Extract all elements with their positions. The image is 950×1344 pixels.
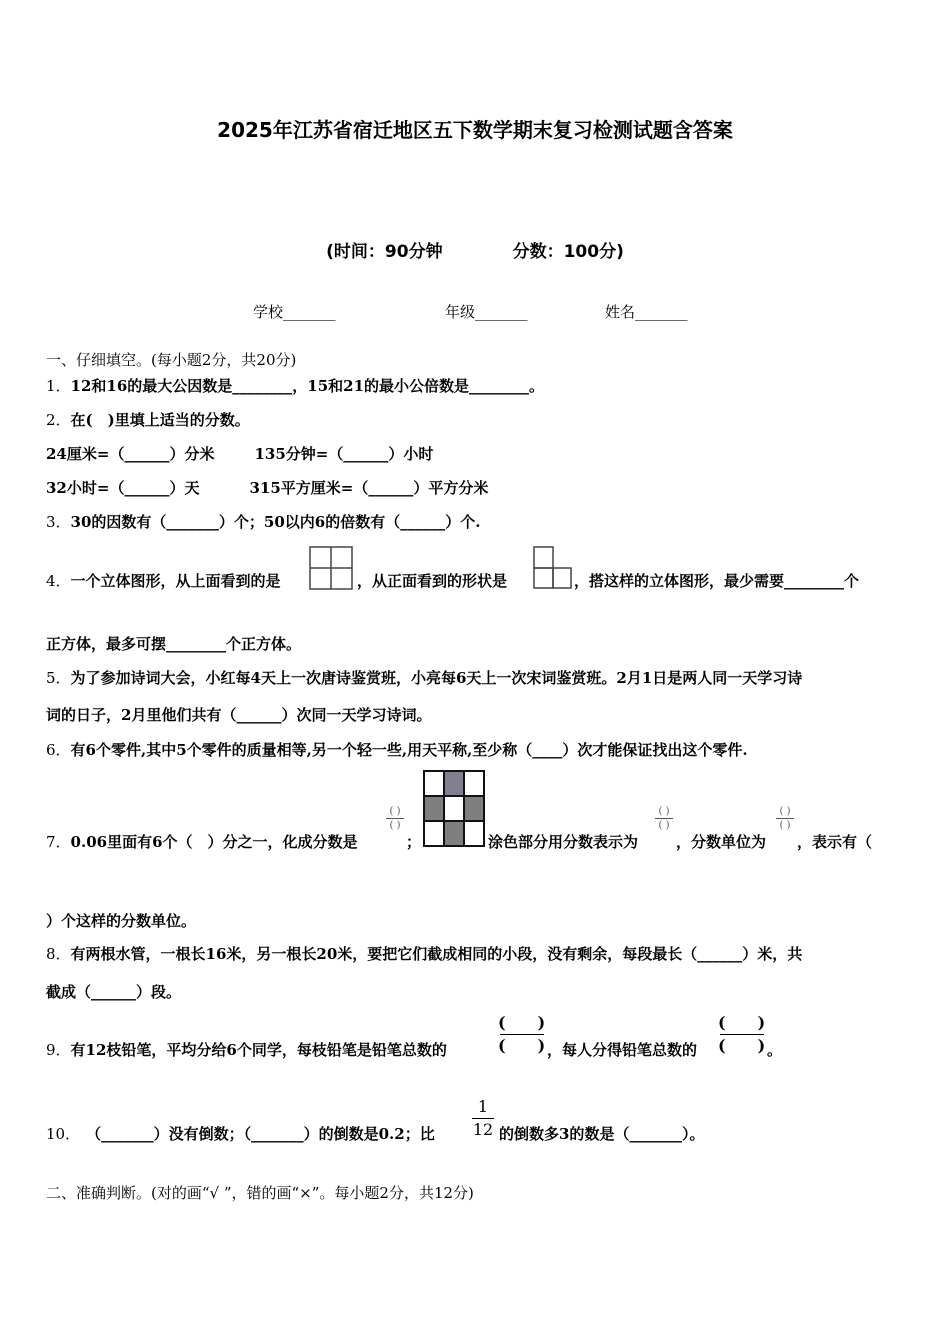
q10-number: 10． — [46, 1125, 81, 1143]
front-view-figure — [533, 546, 573, 590]
q7-frac1-den: ( ) — [389, 820, 401, 831]
q8-number: 8． — [46, 945, 71, 963]
q9-frac1-num: ( ) — [498, 1013, 546, 1032]
question-4 — [46, 571, 281, 591]
exam-title: 2025年江苏省宿迁地区五下数学期末复习检测试题含答案 — [217, 118, 733, 142]
q1-number: 1． — [46, 377, 71, 395]
q2-text: 在( )里填上适当的分数。 — [70, 411, 250, 429]
q7-frac1-num: ( ) — [389, 806, 401, 817]
q10-text-b: 的倒数多3的数是（_______）。 — [499, 1125, 705, 1143]
question-6 — [46, 740, 748, 760]
q9-text-a: 有12枝铅笔，平均分给6个同学，每枝铅笔是铅笔总数的 — [70, 1041, 447, 1059]
time-label: (时间：90分钟 — [326, 242, 443, 262]
q9-number: 9． — [46, 1041, 71, 1059]
q10-fraction — [472, 1096, 494, 1141]
q4-text-c: ，搭这样的立体图形，最少需要________个 — [574, 572, 860, 590]
top-view-figure — [309, 546, 353, 590]
score-label: 分数：100分) — [512, 242, 624, 262]
q2-number: 2． — [46, 411, 71, 429]
q7-frac3-den: ( ) — [779, 820, 791, 831]
q2-row2-b: 315平方厘米=（______）平方分米 — [249, 479, 489, 497]
q7-frac2-num: ( ) — [658, 806, 670, 817]
q2-row1 — [46, 444, 433, 464]
q4-text-b: ，从正面看到的形状是 — [357, 572, 508, 590]
q2-row2-a: 32小时=（______）天 — [46, 479, 200, 497]
q6-text: 有6个零件,其中5个零件的质量相等,另一个轻一些,用天平称,至少称（____）次才能保证找出这个零件. — [70, 741, 748, 759]
q10-frac-num: 1 — [477, 1097, 489, 1116]
q7-number: 7． — [46, 833, 71, 851]
q9-frac2-den: ( ) — [718, 1036, 766, 1055]
grade-field: 年级_______ — [445, 303, 528, 321]
q9-text-b: ，每人分得铅笔总数的 — [547, 1041, 698, 1059]
q2-row1-b: 135分钟=（______）小时 — [254, 445, 434, 463]
question-8 — [46, 944, 802, 964]
question-10 — [46, 1124, 435, 1144]
section2-heading: 二、准确判断。(对的画“√ ”，错的画“×”。每小题2分，共12分) — [46, 1184, 474, 1202]
q4-number: 4． — [46, 572, 71, 590]
q7-frac3-num: ( ) — [779, 806, 791, 817]
q8-text-a: 有两根水管，一根长16米，另一根长20米，要把它们截成相同的小段，没有剩余，每段最长（______）米，共 — [70, 945, 803, 963]
q9-text-c: 。 — [767, 1041, 783, 1059]
q7-text-c: 涂色部分用分数表示为 — [488, 833, 639, 851]
q7-frac2-den: ( ) — [658, 820, 670, 831]
section1-heading: 一、仔细填空。(每小题2分，共20分) — [46, 351, 297, 369]
question-2 — [46, 410, 250, 430]
q4-text-a: 一个立体图形，从上面看到的是 — [70, 572, 281, 590]
question-1 — [46, 376, 544, 396]
q5-text-b: 词的日子，2月里他们共有（______）次同一天学习诗词。 — [46, 706, 432, 724]
question-3 — [46, 512, 480, 532]
question-5 — [46, 668, 802, 688]
exam-subtitle — [0, 237, 950, 262]
q7-text-f: ）个这样的分数单位。 — [46, 912, 197, 930]
q2-row1-a: 24厘米=（______）分米 — [46, 445, 215, 463]
school-field: 学校_______ — [253, 303, 336, 321]
q7-fraction-1 — [386, 806, 404, 831]
q1-text: 12和16的最大公因数是________，15和21的最小公倍数是________。 — [70, 377, 545, 395]
q2-row2 — [46, 478, 488, 498]
q8-text-b: 截成（______）段。 — [46, 983, 182, 1001]
q7-fraction-3 — [776, 806, 794, 831]
q10-frac-den: 12 — [472, 1120, 494, 1139]
question-9 — [46, 1040, 447, 1060]
q4-text-d: 正方体，最多可摆________个正方体。 — [46, 635, 302, 653]
name-field: 姓名_______ — [605, 303, 688, 321]
question-7 — [46, 832, 358, 852]
q5-number: 5． — [46, 669, 71, 687]
q3-text: 30的因数有（_______）个；50以内6的倍数有（______）个. — [70, 513, 481, 531]
shaded-grid-figure — [423, 770, 485, 848]
q7-text-b: ； — [406, 833, 422, 851]
q10-text-a: （_______）没有倒数；（_______）的倒数是0.2；比 — [86, 1125, 435, 1143]
q9-frac1-den: ( ) — [498, 1036, 546, 1055]
q6-number: 6． — [46, 741, 71, 759]
q3-number: 3． — [46, 513, 71, 531]
q7-text-a: 0.06里面有6个（ ）分之一，化成分数是 — [70, 833, 358, 851]
q5-text-a: 为了参加诗词大会，小红每4天上一次唐诗鉴赏班，小亮每6天上一次宋词鉴赏班。2月1日是两人同一天学习诗 — [70, 669, 803, 687]
q7-fraction-2 — [655, 806, 673, 831]
q9-fraction-2 — [718, 1012, 765, 1057]
q7-text-e: ，表示有（ — [797, 833, 873, 851]
q7-text-d: ，分数单位为 — [676, 833, 767, 851]
q9-frac2-num: ( ) — [718, 1013, 766, 1032]
q9-fraction-1 — [498, 1012, 545, 1057]
